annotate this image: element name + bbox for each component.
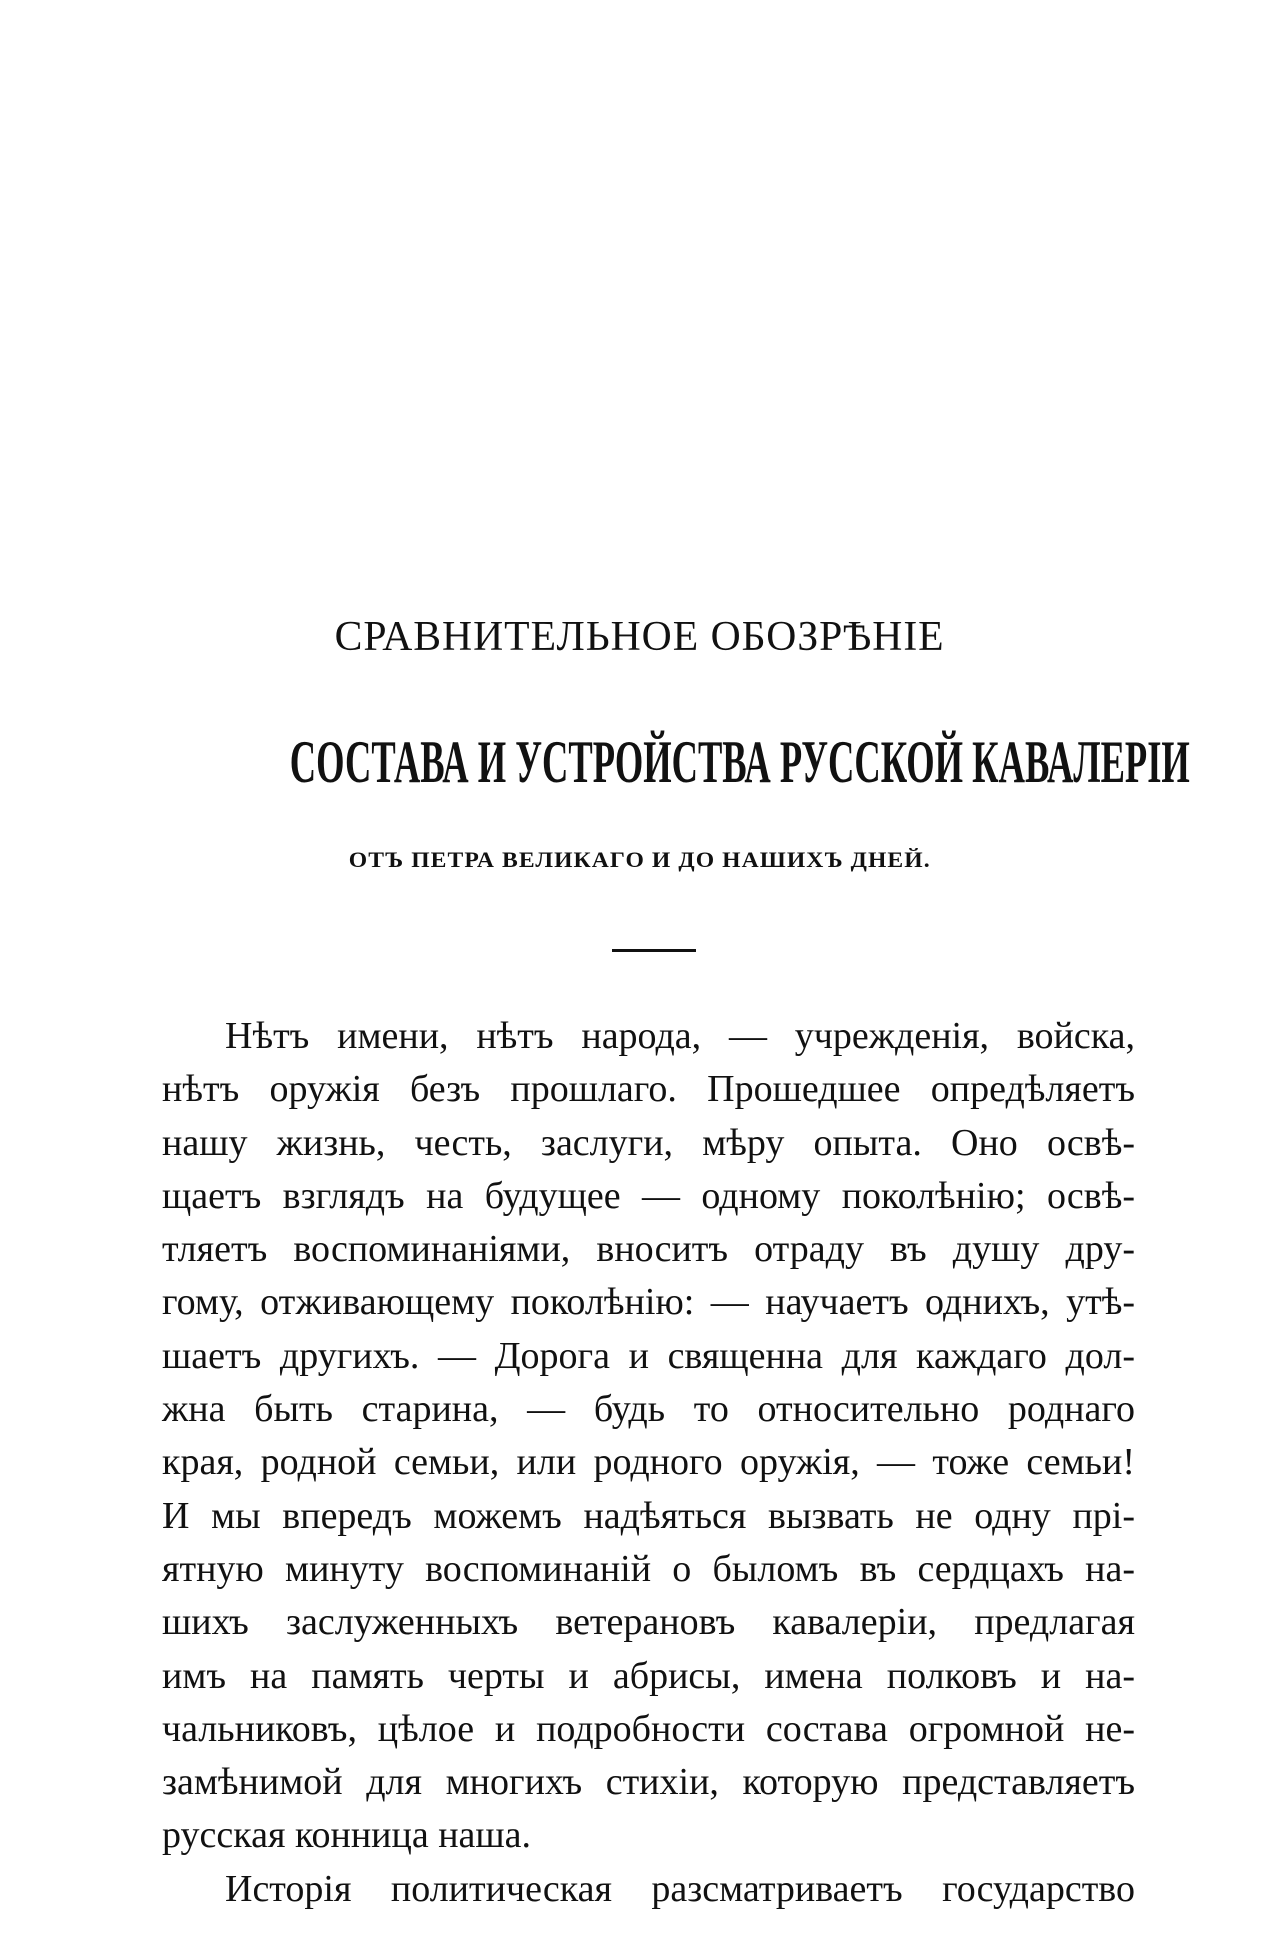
body-text <box>162 1010 1135 1916</box>
text-line: шихъ заслуженныхъ ветерановъ кавалеріи, предлагая <box>162 1601 1135 1644</box>
heading-title-text: СРАВНИТЕЛЬНОЕ ОБОЗРѢНІЕ <box>334 614 945 660</box>
text-line: Нѣтъ имени, нѣтъ народа, — учрежденія, войска, <box>225 1015 1135 1057</box>
text-line: края, родной семьи, или родного оружія, — тоже семьи! <box>162 1441 1135 1484</box>
text-line: гому, отживающему поколѣнію: — научаетъ однихъ, утѣ- <box>162 1281 1135 1324</box>
text-line: щаетъ взглядъ на будущее — одному поколѣнію; освѣ- <box>162 1174 1135 1217</box>
heading-line-1 <box>0 612 1280 662</box>
heading-subtitle <box>0 845 1280 875</box>
text-line: нашу жизнь, честь, заслуги, мѣру опыта. Оно освѣ- <box>162 1121 1135 1164</box>
text-line: ятную минуту воспоминаній о быломъ въ сердцахъ на- <box>162 1547 1135 1590</box>
text-line: нѣтъ оружія безъ прошлаго. Прошедшее опредѣляетъ <box>162 1068 1135 1111</box>
text-line: чальниковъ, цѣлое и подробности состава огромной не- <box>162 1707 1135 1750</box>
heading-main-title: СОСТАВА И УСТРОЙСТВА РУССКОЙ КАВАЛЕРІИ <box>289 729 1190 795</box>
heading-subtitle-text: ОТЪ ПЕТРА ВЕЛИКАГО И ДО НАШИХЪ ДНЕЙ. <box>348 847 931 872</box>
text-line: тляетъ воспоминаніями, вноситъ отраду въ душу дру- <box>162 1228 1135 1271</box>
section-divider <box>612 949 696 952</box>
heading-line-2 <box>0 730 1280 794</box>
text-line: имъ на память черты и абрисы, имена полковъ и на- <box>162 1654 1135 1697</box>
text-line: Исторія политическая разсматриваетъ государство <box>225 1867 1135 1910</box>
text-line: русская конница наша. <box>162 1814 532 1857</box>
text-line: И мы впередъ можемъ надѣяться вызвать не одну прі- <box>162 1494 1135 1537</box>
text-line: шаетъ другихъ. — Дорога и священна для каждаго дол- <box>162 1334 1135 1377</box>
text-line: замѣнимой для многихъ стихіи, которую представляетъ <box>162 1761 1135 1804</box>
text-line: жна быть старина, — будь то относительно роднаго <box>162 1388 1135 1431</box>
